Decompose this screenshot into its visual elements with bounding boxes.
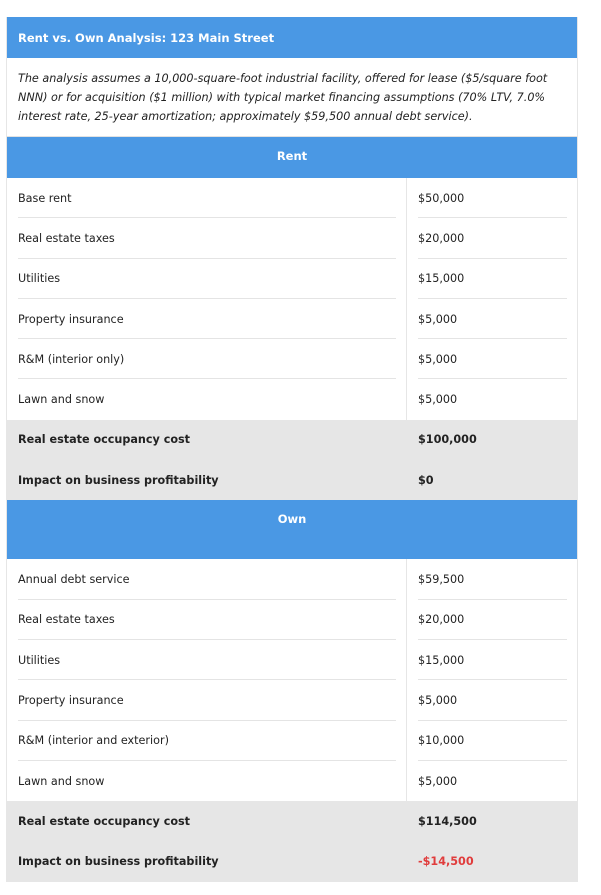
negative-impact-value: -$14,500 — [418, 855, 474, 869]
row-value: $5,000 — [407, 299, 577, 339]
row-value: $100,000 — [418, 433, 477, 447]
row-label: R&M (interior and exterior) — [7, 721, 407, 761]
table-row — [7, 680, 577, 720]
own-occupancy-total-row — [7, 801, 577, 841]
table-row — [7, 559, 577, 599]
row-value: $114,500 — [418, 814, 477, 828]
row-value: $5,000 — [407, 339, 577, 379]
row-label: Utilities — [7, 640, 407, 680]
row-label: Impact on business profitability — [7, 841, 407, 881]
row-label: Lawn and snow — [7, 379, 407, 419]
row-value: $59,500 — [407, 559, 577, 599]
row-value: $15,000 — [407, 259, 577, 299]
own-impact-row — [7, 841, 577, 881]
row-label: Annual debt service — [7, 559, 407, 599]
row-label: Real estate occupancy cost — [7, 801, 407, 841]
analysis-table — [6, 17, 578, 882]
row-value: $0 — [418, 473, 434, 487]
row-label: Real estate taxes — [7, 600, 407, 640]
table-row — [7, 721, 577, 761]
row-value: $50,000 — [407, 178, 577, 218]
row-value: $20,000 — [407, 218, 577, 258]
row-value: $5,000 — [418, 774, 458, 788]
table-row — [7, 218, 577, 258]
row-label: Property insurance — [7, 299, 407, 339]
row-value: $15,000 — [407, 640, 577, 680]
row-value: $5,000 — [418, 393, 458, 407]
table-row — [7, 640, 577, 680]
rent-section-heading: Rent — [7, 137, 577, 178]
row-label: R&M (interior only) — [7, 339, 407, 379]
row-value: $20,000 — [407, 600, 577, 640]
table-row — [7, 259, 577, 299]
table-row — [7, 339, 577, 379]
own-section-heading: Own — [7, 500, 577, 559]
row-label: Lawn and snow — [7, 761, 407, 801]
row-label: Property insurance — [7, 680, 407, 720]
row-label: Real estate occupancy cost — [7, 420, 407, 460]
analysis-description: The analysis assumes a 10,000-square-foot industrial facility, offered for lease ($5/square foot NNN) or for acquisition ($1 million) with typical market financing assumptions (70% LTV, 7.0% interest rate, 25-year amortization; approximately $59,500 annual debt service). — [7, 58, 577, 137]
row-label: Base rent — [7, 178, 407, 218]
rent-impact-row — [7, 460, 577, 500]
row-label: Impact on business profitability — [7, 460, 407, 500]
table-title: Rent vs. Own Analysis: 123 Main Street — [7, 17, 577, 58]
row-label: Utilities — [7, 259, 407, 299]
row-value: $10,000 — [407, 721, 577, 761]
table-row — [7, 178, 577, 218]
row-label: Real estate taxes — [7, 218, 407, 258]
table-row — [7, 299, 577, 339]
table-row — [7, 761, 577, 801]
table-row — [7, 379, 577, 419]
row-value: $5,000 — [407, 680, 577, 720]
rent-occupancy-total-row — [7, 420, 577, 460]
table-row — [7, 600, 577, 640]
